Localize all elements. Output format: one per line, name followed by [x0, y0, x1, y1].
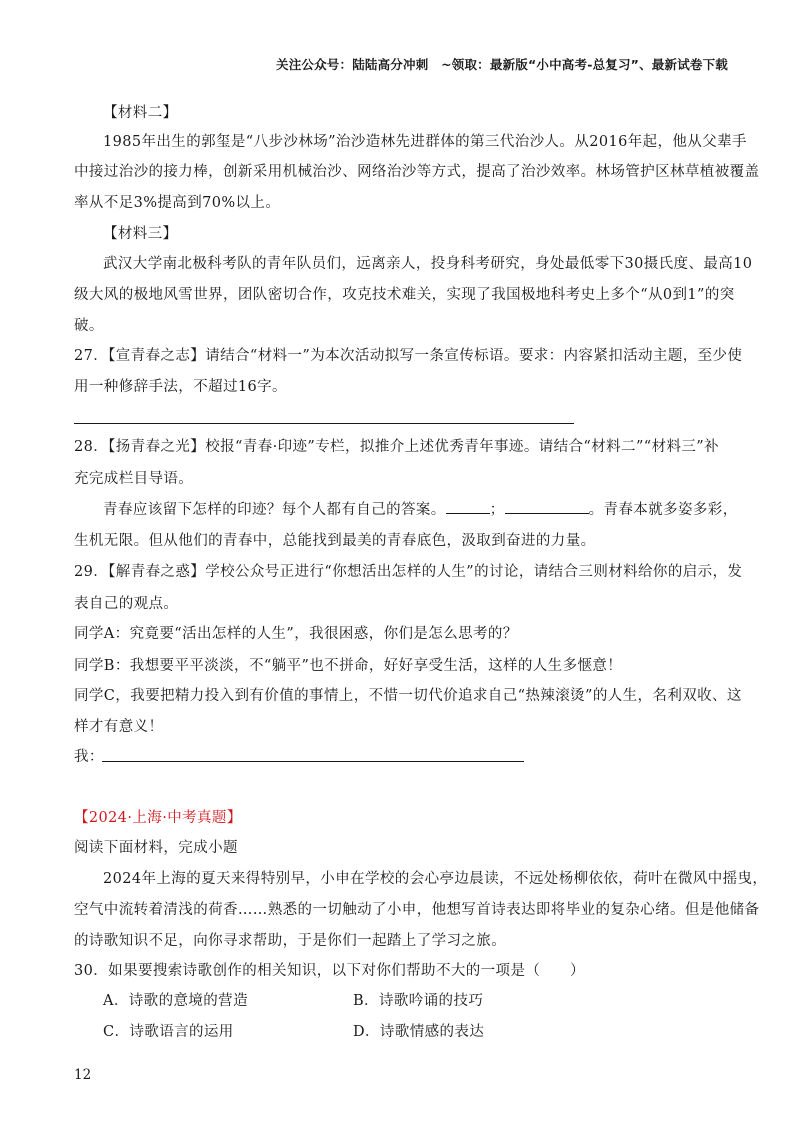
question-28-text: 生机无限。但从他们的青春中，总能找到最美的青春底色，汲取到奋进的力量。 [74, 533, 596, 549]
material3-line: 破。 [74, 318, 104, 334]
option-a[interactable]: A．诗歌的意境的营造 [103, 993, 248, 1009]
material2-title: 【材料二】 [103, 105, 178, 121]
answer-line-29[interactable] [102, 761, 524, 762]
question-29-stem: 表自己的观点。 [74, 596, 179, 612]
material2-line: 率从不足3%提高到70%以上。 [74, 195, 281, 211]
material3-line: 级大风的极地风雪世界，团队密切合作，攻克技术难关，实现了我国极地科考史上多个“从0到1”的突 [74, 287, 735, 303]
answer-line-27[interactable] [74, 423, 574, 424]
question-28-stem: 充完成栏目导语。 [74, 471, 194, 487]
material3-line: 武汉大学南北极科考队的青年队员们，远离亲人，投身科考研究，身处最低零下30摄氏度、最高10 [103, 256, 753, 272]
reading-instruction: 阅读下面材料，完成小题 [74, 840, 238, 856]
student-c-quote: 样才有意义！ [74, 719, 164, 735]
passage-line: 的诗歌知识不足，向你寻求帮助，于是你们一起踏上了学习之旅。 [74, 933, 507, 949]
question-30-stem: 30．如果要搜索诗歌创作的相关知识，以下对你们帮助不大的一项是（ ） [74, 963, 585, 979]
page-number: 12 [74, 1067, 92, 1083]
my-answer-label: 我： [74, 749, 104, 765]
option-d[interactable]: D．诗歌情感的表达 [353, 1024, 485, 1040]
answer-blank-2[interactable] [505, 499, 589, 514]
question-28-stem: 28．【扬青春之光】校报“青春·印迹”专栏，拟推介上述优秀青年事迹。请结合“材料二”“材料三”补 [74, 439, 719, 455]
answer-blank-1[interactable] [446, 499, 490, 514]
question-27-stem: 用一种修辞手法，不超过16字。 [74, 379, 287, 395]
q28-text-c: 。青春本就多姿多彩， [588, 502, 738, 518]
option-c[interactable]: C．诗歌语言的运用 [103, 1024, 234, 1040]
question-28-fill-line [103, 498, 738, 519]
material3-title: 【材料三】 [103, 226, 178, 242]
exam-source-tag: 【2024·上海·中考真题】 [74, 810, 242, 826]
option-b[interactable]: B．诗歌吟诵的技巧 [353, 993, 484, 1009]
material2-line: 中接过治沙的接力棒，创新采用机械治沙、网络治沙等方式，提高了治沙效率。林场管护区林草植被覆盖 [74, 164, 760, 180]
page-header: 关注公众号：陆陆高分冲刺 ~领取：最新版“小中高考-总复习”、最新试卷下载 [276, 57, 728, 72]
passage-line: 空气中流转着清浅的荷香……熟悉的一切触动了小申，他想写首诗表达即将毕业的复杂心绪。但是他储备 [74, 902, 760, 918]
student-a-quote: 同学A：究竟要“活出怎样的人生”，我很困惑，你们是怎么思考的？ [74, 626, 518, 642]
student-c-quote: 同学C，我要把精力投入到有价值的事情上，不惜一切代价追求自己“热辣滚烫”的人生，名利双收、这 [74, 688, 742, 704]
q28-text-b: ； [489, 502, 505, 518]
question-29-stem: 29．【解青春之惑】学校公众号正进行“你想活出怎样的人生”的讨论，请结合三则材料给你的启示，发 [74, 564, 743, 580]
passage-line: 2024年上海的夏天来得特别早，小申在学校的会心亭边晨读，不远处杨柳依依，荷叶在微风中摇曳， [103, 871, 768, 887]
q28-text-a: 青春应该留下怎样的印迹？每个人都有自己的答案。 [103, 502, 446, 518]
material2-line: 1985年出生的郭玺是“八步沙林场”治沙造林先进群体的第三代治沙人。从2016年起，他从父辈手 [103, 134, 747, 150]
question-27-stem: 27．【宣青春之志】请结合“材料一”为本次活动拟写一条宣传标语。要求：内容紧扣活动主题，至少使 [74, 348, 743, 364]
student-b-quote: 同学B：我想要平平淡淡，不“躺平”也不拼命，好好享受生活，这样的人生多惬意！ [74, 658, 623, 674]
